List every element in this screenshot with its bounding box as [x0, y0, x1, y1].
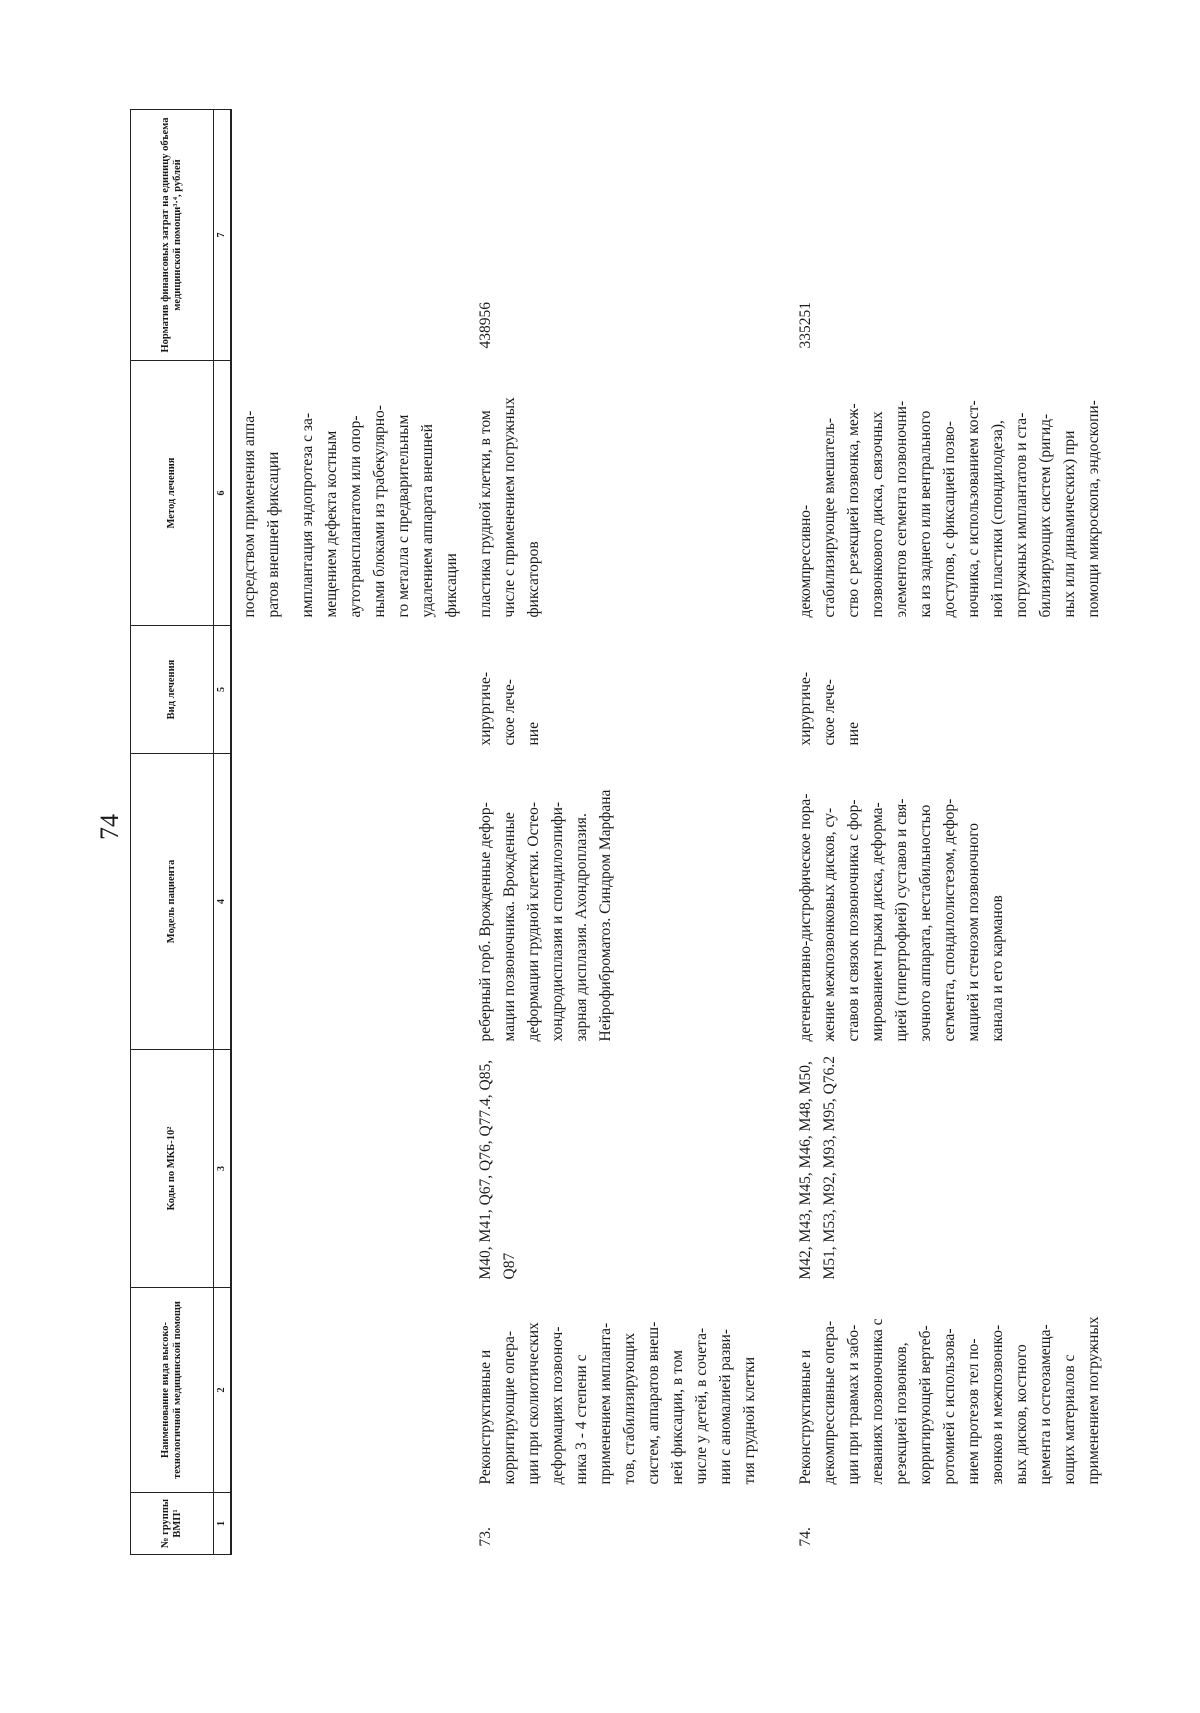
- treatment-method: декомпрессивно- стабилизирующее вмешатель- ство с резекцией позвонка, меж- позвонкового диска, связочных элементов сегмента позвоночни- ка из заднего или вентрального доступов, с фиксацией позво- ночника, с использованием кост- ной пластики (спондилодеза), погружных имплантатов и ста- билизирующих систем (ригид- ных или динамических) при помощи микроскопа, эндоскопи-: [796, 400, 1103, 618]
- icd-codes: M40, M41, Q67, Q76, Q77.4, Q85, Q87: [476, 1059, 518, 1280]
- treatment-method: пластика грудной клетки, в том числе с применением погружных фиксаторов: [476, 397, 542, 618]
- page-number: 74: [95, 814, 124, 840]
- patient-model: дегенеративно-дистрофическое пора- жение межпозвонковых дисков, су- ставов и связок позвоночника с фор- мированием грыжи диска, деформа- цией (гипертрофией) суставов и свя- зочного аппарата, нестабильностью сегмента, спондилолистезом, дефор- мацией и стенозом позвоночного канала и его карманов: [796, 793, 1006, 1042]
- column-number-row: [214, 110, 231, 1555]
- header-patient-model: Модель пациента: [131, 754, 214, 1050]
- table-row-continuation: [231, 110, 290, 1555]
- header-care-type: Наименование вида высоко-технологичной медицинской помощи: [131, 1288, 214, 1493]
- table-row: [468, 110, 766, 1555]
- cost-norm: 335251: [796, 302, 814, 349]
- column-number: 5: [214, 626, 231, 754]
- column-number: 6: [214, 361, 231, 626]
- patient-model: реберный горб. Врожденные дефор- мации позвоночника. Врожденные деформации грудной клетки. Остео- хондродисплазия и спондилоэпифи- зарная дисплазия. Ахондроплазия. Нейрофиброматоз. Синдром Марфана: [476, 789, 614, 1042]
- header-group-number: № группы ВМП¹: [131, 1493, 214, 1555]
- column-number: 4: [214, 754, 231, 1050]
- rotated-table-sheet: [130, 110, 1200, 1555]
- column-number: 3: [214, 1050, 231, 1288]
- header-row: [131, 110, 214, 1555]
- header-treatment-type: Вид лечения: [131, 626, 214, 754]
- column-number: 7: [214, 110, 231, 361]
- cost-norm: 438956: [476, 302, 494, 349]
- group-number: 74.: [796, 1527, 814, 1547]
- icd-codes: M42, M43, M45, M46, M48, M50, M51, M53, M92, M93, M95, Q76.2: [796, 1056, 838, 1280]
- column-number: 1: [214, 1493, 231, 1555]
- treatment-type: хирургиче- ское лече- ние: [476, 671, 542, 746]
- table-row-continuation: [290, 110, 468, 1555]
- group-number: 73.: [476, 1527, 494, 1547]
- method-continuation-1: посредством применения аппа- ратов внешней фиксации: [240, 410, 282, 618]
- table-row: [788, 110, 1110, 1555]
- care-type-name: Реконструктивные и корригирующие опера- ции при сколиотических деформациях позвоноч- ника 3 - 4 степени с применением импланта- тов, стабилизирующих систем, аппаратов внеш- ней фиксации, в том числе у детей, в сочета- нии с аномалией разви- тия грудной клетки: [476, 1321, 758, 1485]
- header-icd-codes: Коды по МКБ-10²: [131, 1050, 214, 1288]
- treatment-type: хирургиче- ское лече- ние: [796, 671, 862, 746]
- column-number: 2: [214, 1288, 231, 1493]
- care-type-name: Реконструктивные и декомпрессивные опера- ции при травмах и забо- леваниях позвоночника с резекцией позвонков, корригирующей вертеб- ротомией с использова- нием протезов тел по- звонков и межпозвонко- вых дисков, костного цемента и остеозамеща- ющих материалов с применением погружных: [796, 1316, 1103, 1485]
- header-cost-norm: Норматив финансовых затрат на единицу объема медицинской помощи³·⁴, рублей: [131, 110, 214, 361]
- header-treatment-method: Метод лечения: [131, 361, 214, 626]
- method-continuation-2: имплантация эндопротеза с за- мещением дефекта костным аутотрансплантатом или опор- ными блоками из трабекулярно- го металла с предварительным удалением аппарата внешней фиксации: [298, 405, 460, 618]
- vmp-table: [130, 109, 1110, 1555]
